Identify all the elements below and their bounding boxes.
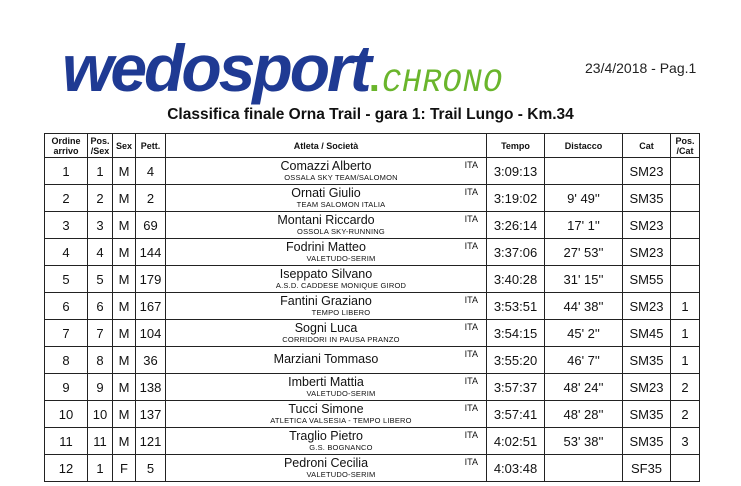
col-header-distacco: Distacco xyxy=(545,134,623,158)
athlete-nationality: ITA xyxy=(464,214,478,224)
cell-tempo: 3:26:14 xyxy=(487,212,545,239)
cell-ordine: 1 xyxy=(45,158,88,185)
cell-athlete xyxy=(166,401,487,428)
cell-pos-cat: 1 xyxy=(671,320,700,347)
cell-sex: M xyxy=(113,212,136,239)
cell-sex: M xyxy=(113,158,136,185)
athlete-nationality: ITA xyxy=(464,349,478,359)
cell-sex: M xyxy=(113,401,136,428)
cell-distacco: 17' 1'' xyxy=(545,212,623,239)
athlete-club: G.S. BOGNANCO xyxy=(309,442,373,452)
table-row xyxy=(45,401,700,428)
cell-sex: M xyxy=(113,239,136,266)
cell-cat: SM23 xyxy=(623,374,671,401)
cell-distacco: 44' 38'' xyxy=(545,293,623,320)
cell-athlete xyxy=(166,239,487,266)
cell-pos-cat xyxy=(671,158,700,185)
cell-pos-sex: 2 xyxy=(88,185,113,212)
cell-ordine: 7 xyxy=(45,320,88,347)
col-header-ordine: Ordine arrivo xyxy=(45,134,88,158)
cell-cat: SM23 xyxy=(623,239,671,266)
cell-pett: 69 xyxy=(136,212,166,239)
cell-cat: SM55 xyxy=(623,266,671,293)
cell-ordine: 10 xyxy=(45,401,88,428)
cell-tempo: 3:53:51 xyxy=(487,293,545,320)
date-and-page-number: 23/4/2018 - Pag.1 xyxy=(585,60,697,76)
cell-pos-cat: 2 xyxy=(671,401,700,428)
logo-text-we: we xyxy=(62,31,145,105)
col-header-cat: Cat xyxy=(623,134,671,158)
athlete-name: Tucci Simone xyxy=(288,401,364,416)
cell-pos-cat: 3 xyxy=(671,428,700,455)
cell-distacco xyxy=(545,455,623,482)
cell-distacco xyxy=(545,158,623,185)
cell-ordine: 5 xyxy=(45,266,88,293)
cell-sex: M xyxy=(113,320,136,347)
cell-pos-cat xyxy=(671,239,700,266)
cell-cat: SM45 xyxy=(623,320,671,347)
cell-cat: SM35 xyxy=(623,185,671,212)
athlete-club: CORRIDORI IN PAUSA PRANZO xyxy=(282,334,400,344)
cell-pos-sex: 4 xyxy=(88,239,113,266)
cell-distacco: 27' 53'' xyxy=(545,239,623,266)
athlete-name: Fantini Graziano xyxy=(280,293,372,308)
athlete-name: Montani Riccardo xyxy=(277,212,375,227)
col-header-atleta: Atleta / Società xyxy=(166,134,487,158)
cell-sex: M xyxy=(113,374,136,401)
table-row xyxy=(45,455,700,482)
cell-ordine: 3 xyxy=(45,212,88,239)
cell-pos-sex: 8 xyxy=(88,347,113,374)
cell-cat: SM35 xyxy=(623,401,671,428)
cell-pos-cat: 1 xyxy=(671,293,700,320)
col-header-sex: Sex xyxy=(113,134,136,158)
athlete-nationality: ITA xyxy=(464,187,478,197)
table-row xyxy=(45,185,700,212)
cell-pos-sex: 5 xyxy=(88,266,113,293)
cell-cat: SM23 xyxy=(623,293,671,320)
cell-distacco: 46' 7'' xyxy=(545,347,623,374)
cell-pos-sex: 1 xyxy=(88,455,113,482)
cell-pett: 2 xyxy=(136,185,166,212)
cell-pos-cat xyxy=(671,455,700,482)
cell-tempo: 3:40:28 xyxy=(487,266,545,293)
cell-athlete xyxy=(166,266,487,293)
cell-pett: 5 xyxy=(136,455,166,482)
cell-athlete xyxy=(166,293,487,320)
cell-sex: M xyxy=(113,266,136,293)
cell-pos-cat xyxy=(671,212,700,239)
athlete-club: ATLETICA VALSESIA - TEMPO LIBERO xyxy=(270,415,412,425)
cell-cat: SM35 xyxy=(623,347,671,374)
cell-tempo: 3:19:02 xyxy=(487,185,545,212)
col-header-pos-cat: Pos. /Cat xyxy=(671,134,700,158)
athlete-name: Marziani Tommaso xyxy=(273,352,379,366)
cell-distacco: 45' 2'' xyxy=(545,320,623,347)
cell-sex: F xyxy=(113,455,136,482)
cell-tempo: 3:37:06 xyxy=(487,239,545,266)
table-row xyxy=(45,320,700,347)
athlete-club: OSSOLA SKY-RUNNING xyxy=(297,226,385,236)
cell-athlete xyxy=(166,455,487,482)
athlete-nationality: ITA xyxy=(464,457,478,467)
athlete-name: Ornati Giulio xyxy=(291,185,361,200)
athlete-nationality: ITA xyxy=(464,295,478,305)
cell-athlete xyxy=(166,347,487,374)
athlete-nationality: ITA xyxy=(464,376,478,386)
table-row xyxy=(45,293,700,320)
table-row xyxy=(45,158,700,185)
results-table xyxy=(44,133,700,482)
athlete-name: Comazzi Alberto xyxy=(280,158,372,173)
cell-tempo: 3:54:15 xyxy=(487,320,545,347)
cell-cat: SM35 xyxy=(623,428,671,455)
cell-pett: 137 xyxy=(136,401,166,428)
athlete-club: A.S.D. CADDESE MONIQUE GIROD xyxy=(275,280,407,290)
athlete-club: TEMPO LIBERO xyxy=(311,307,371,317)
cell-sex: M xyxy=(113,185,136,212)
table-row xyxy=(45,374,700,401)
cell-pett: 144 xyxy=(136,239,166,266)
wedosport-chrono-logo xyxy=(62,31,504,105)
cell-athlete xyxy=(166,185,487,212)
col-header-tempo: Tempo xyxy=(487,134,545,158)
cell-tempo: 3:09:13 xyxy=(487,158,545,185)
cell-sex: M xyxy=(113,293,136,320)
cell-pos-cat xyxy=(671,185,700,212)
cell-athlete xyxy=(166,158,487,185)
cell-ordine: 8 xyxy=(45,347,88,374)
table-row xyxy=(45,347,700,374)
cell-pos-sex: 11 xyxy=(88,428,113,455)
athlete-nationality: ITA xyxy=(464,322,478,332)
cell-pos-sex: 7 xyxy=(88,320,113,347)
cell-pos-cat: 1 xyxy=(671,347,700,374)
cell-pos-sex: 9 xyxy=(88,374,113,401)
athlete-nationality: ITA xyxy=(464,241,478,251)
cell-pos-cat xyxy=(671,266,700,293)
athlete-name: Iseppato Silvano xyxy=(279,266,373,281)
cell-pos-sex: 10 xyxy=(88,401,113,428)
col-header-pos-sex: Pos. /Sex xyxy=(88,134,113,158)
cell-ordine: 12 xyxy=(45,455,88,482)
athlete-club: OSSALA SKY TEAM/SALOMON xyxy=(284,172,398,182)
cell-distacco: 53' 38'' xyxy=(545,428,623,455)
cell-sex: M xyxy=(113,428,136,455)
logo-dot: . xyxy=(368,56,380,100)
cell-pett: 138 xyxy=(136,374,166,401)
logo-text-do: do xyxy=(144,31,219,105)
cell-tempo: 3:57:41 xyxy=(487,401,545,428)
cell-tempo: 3:57:37 xyxy=(487,374,545,401)
athlete-nationality: ITA xyxy=(464,430,478,440)
table-row xyxy=(45,212,700,239)
athlete-name: Imberti Mattia xyxy=(288,374,364,389)
cell-athlete xyxy=(166,320,487,347)
table-row xyxy=(45,266,700,293)
page-title: Classifica finale Orna Trail - gara 1: Trail Lungo - Km.34 xyxy=(167,106,574,123)
cell-distacco: 48' 24'' xyxy=(545,374,623,401)
athlete-club: VALETUDO-SERIM xyxy=(306,388,376,398)
table-row xyxy=(45,428,700,455)
cell-pett: 104 xyxy=(136,320,166,347)
cell-ordine: 2 xyxy=(45,185,88,212)
athlete-club: VALETUDO-SERIM xyxy=(306,469,376,479)
cell-cat: SF35 xyxy=(623,455,671,482)
logo-text-chrono: CHRONO xyxy=(381,64,504,101)
logo-text-sport: sport xyxy=(218,31,369,105)
cell-distacco: 31' 15'' xyxy=(545,266,623,293)
athlete-nationality: ITA xyxy=(464,160,478,170)
cell-athlete xyxy=(166,374,487,401)
cell-pett: 167 xyxy=(136,293,166,320)
cell-pos-sex: 3 xyxy=(88,212,113,239)
athlete-club: TEAM SALOMON ITALIA xyxy=(296,199,386,209)
cell-tempo: 3:55:20 xyxy=(487,347,545,374)
results-body xyxy=(45,158,700,482)
athlete-name: Traglio Pietro xyxy=(289,428,363,443)
cell-pos-sex: 6 xyxy=(88,293,113,320)
cell-athlete xyxy=(166,428,487,455)
cell-pett: 4 xyxy=(136,158,166,185)
cell-distacco: 9' 49'' xyxy=(545,185,623,212)
cell-pett: 121 xyxy=(136,428,166,455)
cell-pos-sex: 1 xyxy=(88,158,113,185)
athlete-nationality: ITA xyxy=(464,403,478,413)
cell-tempo: 4:03:48 xyxy=(487,455,545,482)
cell-pett: 36 xyxy=(136,347,166,374)
cell-athlete xyxy=(166,212,487,239)
cell-ordine: 6 xyxy=(45,293,88,320)
cell-pett: 179 xyxy=(136,266,166,293)
col-header-pett: Pett. xyxy=(136,134,166,158)
cell-sex: M xyxy=(113,347,136,374)
cell-ordine: 11 xyxy=(45,428,88,455)
athlete-name: Pedroni Cecilia xyxy=(283,455,369,470)
cell-tempo: 4:02:51 xyxy=(487,428,545,455)
cell-ordine: 4 xyxy=(45,239,88,266)
cell-cat: SM23 xyxy=(623,158,671,185)
table-row xyxy=(45,239,700,266)
cell-ordine: 9 xyxy=(45,374,88,401)
cell-distacco: 48' 28'' xyxy=(545,401,623,428)
athlete-club: VALETUDO-SERIM xyxy=(306,253,376,263)
table-header-row xyxy=(45,134,700,158)
cell-cat: SM23 xyxy=(623,212,671,239)
athlete-name: Fodrini Matteo xyxy=(286,239,366,254)
cell-pos-cat: 2 xyxy=(671,374,700,401)
athlete-name: Sogni Luca xyxy=(294,320,358,335)
